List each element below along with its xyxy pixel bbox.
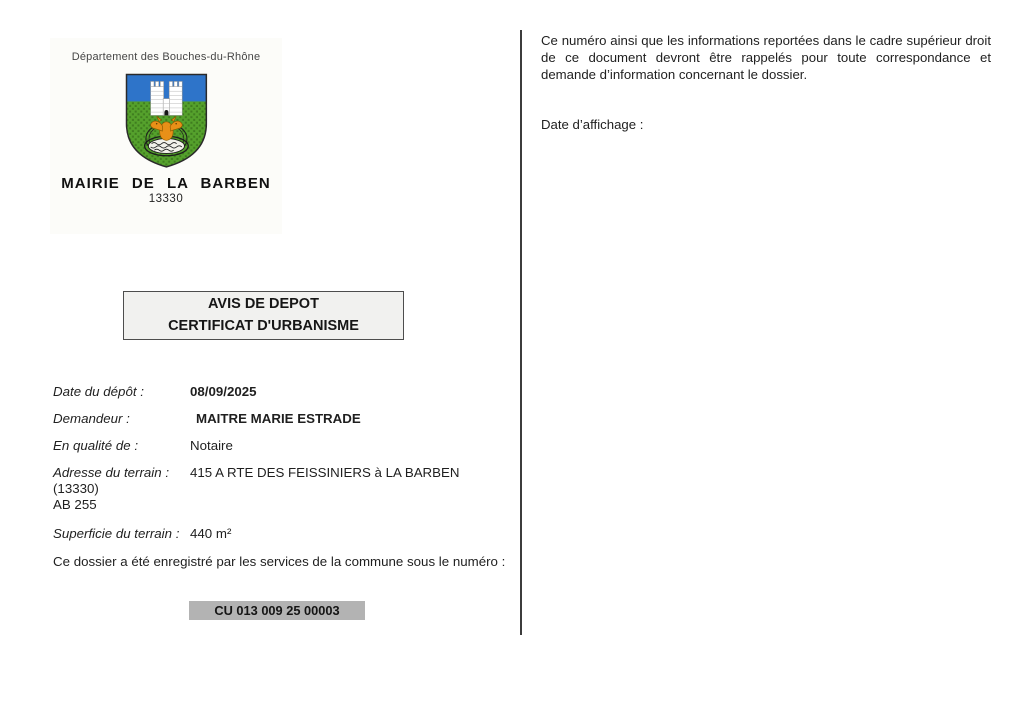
coat-of-arms-icon: [50, 68, 282, 172]
title-line-1: AVIS DE DEPOT: [208, 296, 319, 312]
dossier-fields: [53, 384, 513, 620]
display-date-label: Date d’affichage :: [541, 117, 644, 132]
field-row-adresse: [53, 465, 513, 513]
field-label: Date du dépôt :: [53, 384, 144, 399]
document-title-box: [123, 291, 404, 340]
field-row-demandeur: [53, 411, 513, 427]
title-line-2: CERTIFICAT D'URBANISME: [168, 318, 359, 334]
commune-postal-code: 13330: [148, 193, 184, 205]
field-value: MAITRE MARIE ESTRADE: [196, 411, 361, 426]
field-label: Superficie du terrain :: [53, 526, 180, 541]
field-value: 440 m²: [190, 526, 232, 541]
field-label: En qualité de :: [53, 438, 139, 453]
field-row-date-depot: [53, 384, 513, 400]
dossier-number-badge: CU 013 009 25 00003: [189, 601, 365, 620]
commune-logo-block: [50, 38, 282, 234]
field-row-superficie: [53, 526, 513, 542]
field-value: 415 A RTE DES FEISSINIERS à LA BARBEN: [190, 465, 460, 480]
address-subline-postal: (13330): [53, 481, 99, 496]
field-value: 08/09/2025: [190, 384, 257, 399]
department-label: Département des Bouches-du-Rhône: [71, 51, 261, 63]
commune-name: MAIRIE DE LA BARBEN: [61, 175, 271, 192]
field-label: Demandeur :: [53, 411, 130, 426]
field-row-qualite: [53, 438, 513, 454]
vertical-divider: [520, 30, 522, 635]
address-subline-parcel: AB 255: [53, 497, 97, 512]
notice-paragraph: Ce numéro ainsi que les informations reportées dans le cadre supérieur droit de ce document devront être rappelés pour toute correspondance et demande d’information concernant le dossier.: [541, 33, 991, 82]
field-value: Notaire: [190, 438, 233, 453]
field-label: Adresse du terrain :: [53, 465, 170, 480]
registration-sentence: Ce dossier a été enregistré par les services de la commune sous le numéro :: [53, 554, 506, 569]
